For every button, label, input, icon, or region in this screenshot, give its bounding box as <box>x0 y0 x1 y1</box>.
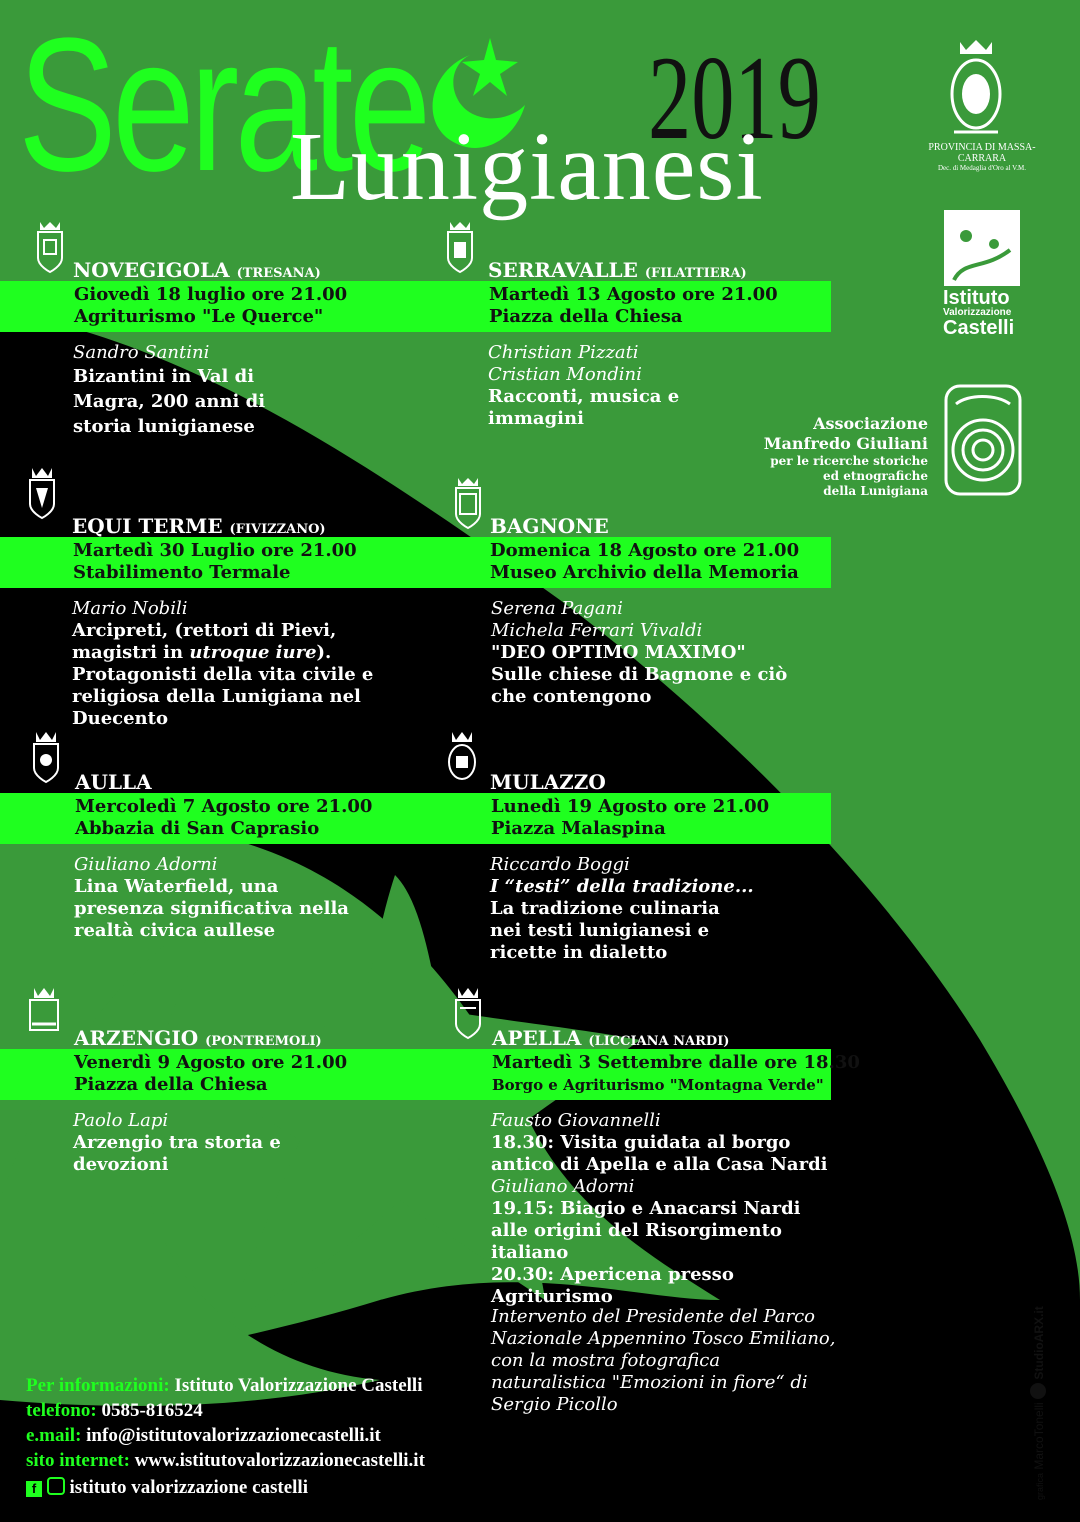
event-date-novegigola: Giovedì 18 luglio ore 21.00 Agriturismo "Le Querce" <box>74 284 348 327</box>
event-town-arzengio: ARZENGIO (PONTREMOLI) <box>74 1026 322 1050</box>
crest-bagnone-icon <box>450 474 486 530</box>
event-desc-aulla: Giuliano Adorni Lina Waterfield, una presenza significativa nella realtà civica aullese <box>74 854 349 941</box>
event-date-equi-terme: Martedì 30 Luglio ore 21.00 Stabilimento Termale <box>73 540 357 583</box>
event-desc-mulazzo: Riccardo Boggi I “testi” della tradizione... La tradizione culinaria nei testi lunigianesi e ricette in dialetto <box>490 854 754 963</box>
event-date-aulla: Mercoledì 7 Agosto ore 21.00 Abbazia di San Caprasio <box>75 796 373 839</box>
event-desc-novegigola: Sandro Santini Bizantini in Val di Magra, 200 anni di storia lunigianese <box>73 342 266 437</box>
website-link[interactable]: www.istitutovalorizzazionecastelli.it <box>134 1450 425 1471</box>
crest-aulla-icon <box>28 728 64 784</box>
event-desc-equi-terme: Mario Nobili Arcipreti, (rettori di Pievi, magistri in utroque iure). Protagonisti della vita civile e religiosa della Lunigiana nel Duecento <box>72 598 374 729</box>
event-date-serravalle: Martedì 13 Agosto ore 21.00 Piazza della Chiesa <box>489 284 778 327</box>
crest-apella-icon <box>450 984 486 1040</box>
phone-line: telefono: 0585-816524 <box>26 1400 203 1421</box>
event-desc-bagnone: Serena Pagani Michela Ferrari Vivaldi "DEO OPTIMO MAXIMO" Sulle chiese di Bagnone e ciò che contengono <box>491 598 788 707</box>
event-town-bagnone: BAGNONE <box>490 514 609 538</box>
designer-credit: grafica MarcoTonelli StudioARX.it <box>1032 1306 1046 1500</box>
event-date-bagnone: Domenica 18 Agosto ore 21.00 Museo Archivio della Memoria <box>490 540 800 583</box>
info-line: Per informazioni: Istituto Valorizzazione Castelli <box>26 1375 423 1396</box>
facebook-icon[interactable]: f <box>26 1481 42 1497</box>
crest-equi-terme-icon <box>24 464 60 520</box>
title-year: 2019 <box>648 31 821 164</box>
assoc-labyrinth-icon <box>944 384 1022 496</box>
email-line: e.mail: info@istitutovalorizzazionecastelli.it <box>26 1425 381 1446</box>
event-town-mulazzo: MULAZZO <box>490 770 606 794</box>
email-link[interactable]: info@istitutovalorizzazionecastelli.it <box>86 1425 381 1446</box>
title-lunigianesi: Lunigianesi <box>290 113 764 221</box>
website-line: sito internet: www.istitutovalorizzazionecastelli.it <box>26 1450 425 1471</box>
event-town-novegigola: NOVEGIGOLA (TRESANA) <box>73 258 321 282</box>
province-crest-icon <box>944 36 1008 140</box>
instagram-icon[interactable] <box>47 1477 65 1495</box>
ivc-logo-text: Istituto Valorizzazione Castelli <box>943 287 1015 339</box>
title-serate: Serate <box>18 0 427 211</box>
crest-novegigola-icon <box>32 218 68 274</box>
crest-arzengio-icon <box>26 984 62 1040</box>
event-town-aulla: AULLA <box>75 770 152 794</box>
event-desc-apella: Fausto Giovannelli 18.30: Visita guidata al borgo antico di Apella e alla Casa Nardi Giuliano Adorni 19.15: Biagio e Anacarsi Nardi alle origini del Risorgimento italiano 20.30: Apericena presso Agriturismo <box>491 1110 828 1307</box>
event-town-serravalle: SERRAVALLE (FILATTIERA) <box>488 258 747 282</box>
event-town-equi-terme: EQUI TERME (FIVIZZANO) <box>72 514 326 538</box>
event-date-mulazzo: Lunedì 19 Agosto ore 21.00 Piazza Malaspina <box>491 796 770 839</box>
event-desc-serravalle: Christian Pizzati Cristian Mondini Racconti, musica e immagini <box>488 342 680 429</box>
crest-mulazzo-icon <box>444 728 480 784</box>
event-desc-arzengio: Paolo Lapi Arzengio tra storia e devozioni <box>73 1110 281 1175</box>
event-town-apella: APELLA (LICCIANA NARDI) <box>492 1026 730 1050</box>
event-date-arzengio: Venerdì 9 Agosto ore 21.00 Piazza della Chiesa <box>74 1052 348 1095</box>
social-line: f istituto valorizzazione castelli <box>26 1475 308 1500</box>
event-date-apella: Martedì 3 Settembre dalle ore 18.30 Borgo e Agriturismo "Montagna Verde" <box>492 1052 860 1094</box>
ivc-logo-icon <box>944 210 1020 286</box>
event-note-apella: Intervento del Presidente del Parco Nazionale Appennino Tosco Emiliano, con la mostra fotografica naturalistica "Emozioni in fiore“ di Sergio Picollo <box>491 1306 836 1415</box>
association-text: Associazione Manfredo Giuliani per le ricerche storiche ed etnografiche della Lunigiana <box>763 414 928 498</box>
province-text: PROVINCIA DI MASSA-CARRARA Dec. di Medaglia d'Oro al V.M. <box>928 142 1036 172</box>
crest-serravalle-icon <box>442 218 478 274</box>
studioarx-logo-icon <box>1030 1383 1046 1399</box>
